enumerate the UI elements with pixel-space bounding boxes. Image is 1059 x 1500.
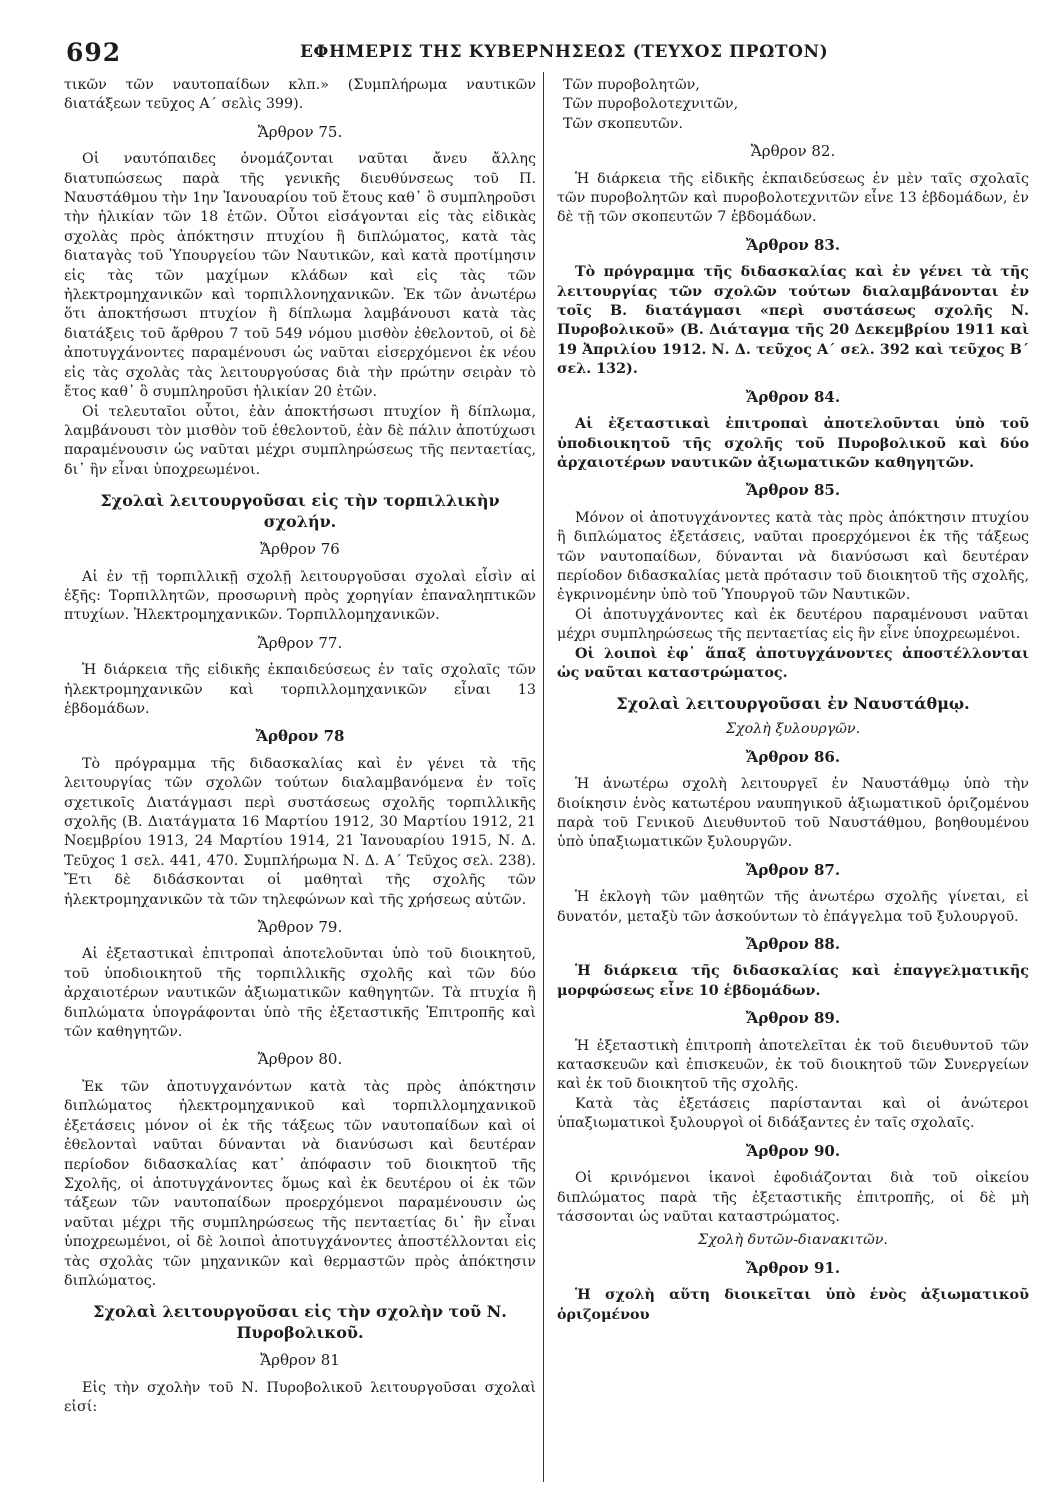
article-heading: Ἄρθρον 88. (745, 935, 841, 954)
article-heading: Ἄρθρον 79. (257, 918, 343, 937)
paragraph: τικῶν τῶν ναυτοπαίδων κλπ.» (Συμπλήρωμα ναυτικῶν διατάξεων τεῦχος Α΄ σελὶς 399). (64, 77, 536, 113)
paragraph: Ἡ διάρκεια τῆς διδασκαλίας καὶ ἐπαγγελματικῆς μορφώσεως εἶνε 10 ἑβδομάδων. (557, 963, 1029, 999)
section-heading: Σχολαὶ λειτουργοῦσαι εἰς τὴν σχολὴν τοῦ Ν. Πυροβολικοῦ. (93, 1302, 507, 1343)
paragraph: Ἡ ἀνωτέρω σχολὴ λειτουργεῖ ἐν Ναυστάθμῳ ὑπὸ τὴν διοίκησιν ἑνὸς κατωτέρου ναυπηγικοῦ ἀξιωματικοῦ ὁριζομένου παρὰ τοῦ Γενικοῦ Διευθυντοῦ τοῦ Ναυστάθμου, βοηθουμένου ὑπὸ ὑπαξιωματικῶν ξυλουργῶν. (557, 776, 1029, 851)
article-heading: Ἄρθρον 82. (750, 142, 836, 161)
running-head: ΕΦΗΜΕΡΙΣ ΤΗΣ ΚΥΒΕΡΝΗΣΕΩΣ (ΤΕΥΧΟΣ ΠΡΩΤΟΝ) (300, 42, 829, 62)
paragraph: Εἰς τὴν σχολὴν τοῦ Ν. Πυροβολικοῦ λειτουργοῦσαι σχολαὶ εἰσί: (64, 1379, 536, 1416)
list-item: Τῶν πυροβολοτεχνιτῶν, (563, 96, 739, 113)
paragraph: Μόνον οἱ ἀποτυγχάνοντες κατὰ τὰς πρὸς ἀπόκτησιν πτυχίου ἢ διπλώματος ἐξετάσεις, ναῦται προερχόμενοι ἐκ τῆς τάξεως τῶν ναυτοπαίδων, δύνανται νὰ διανύσωσι καὶ δευτέραν περίοδον διδασκαλίας μετὰ πρότασιν τοῦ διοικητοῦ τῆς σχολῆς, ἐγκρινομένην ὑπὸ τοῦ Ὑπουργοῦ τῶν Ναυτικῶν. (557, 509, 1029, 604)
article-heading: Ἄρθρον 84. (745, 387, 841, 406)
article-heading: Ἄρθρον 81 (260, 1351, 340, 1370)
paragraph: Οἱ ναυτόπαιδες ὀνομάζονται ναῦται ἄνευ ἄλλης διατυπώσεως παρὰ τῆς γενικῆς διευθύνσεως τοῦ Π. Ναυστάθμου τὴν 1ην Ἰανουαρίου τοῦ ἔτους καθ᾽ ὃ συμπληροῦσι τὴν ἡλικίαν τῶν 18 ἐτῶν. Οὗτοι εἰσάγονται εἰς τὰς εἰδικὰς σχολὰς πρὸς ἀπόκτησιν πτυχίου ἢ διπλώματος, κατὰ τὰς διαταγὰς τοῦ Ὑπουργείου τῶν Ναυτικῶν, καὶ κατὰ προτίμησιν εἰς τὰς τῶν μαχίμων κλάδων καὶ εἰς τὰς τῶν ἠλεκτρομηχανικῶν καὶ τορπιλλονηχανικῶν. Ἐκ τῶν ἀνωτέρω ὅτι ἀποκτήσωσι πτυχίον ἢ δίπλωμα λαμβάνουσι κατὰ τὰς διατάξεις τοῦ ἄρθρου 7 τοῦ 549 νόμου μισθὸν ἐθελοντοῦ, οἱ δὲ ἀποτυγχάνοντες παραμένουσι ὡς ναῦται εἰσερχόμενοι ἐκ νέου εἰς τὰς σχολὰς τὰς λειτουργούσας διὰ τὴν πρώτην σειρὰν τὸ ἔτος καθ᾽ ὃ συμπληροῦσι ἡλικίαν 20 ἐτῶν. (64, 151, 536, 401)
article-heading: Ἄρθρον 85. (745, 481, 841, 500)
article-heading: Ἄρθρον 87. (745, 860, 841, 879)
paragraph: Τὸ πρόγραμμα τῆς διδασκαλίας καὶ ἐν γένει τὰ τῆς λειτουργίας τῶν σχολῶν τούτων διαλαμβανόμενα ἐν τοῖς σχετικοῖς Διατάγμασι περὶ συστάσεως σχολῆς τορπιλλικῆς σχολῆς (Β. Διατάγματα 16 Μαρτίου 1912, 30 Μαρτίου 1912, 21 Νοεμβρίου 1913, 24 Μαρτίου 1914, 21 Ἰανουαρίου 1915, Ν. Δ. Τεῦχος 1 σελ. 441, 470. Συμπλήρωμα Ν. Δ. Α΄ Τεῦχος σελ. 238). Ἔτι δὲ διδάσκονται οἱ μαθηταὶ τῆς σχολῆς τῶν ἠλεκτρομηχανικῶν τὰ τῶν τηλεφώνων καὶ τῆς χρήσεως αὐτῶν. (64, 755, 536, 908)
paragraph: Αἱ ἐξεταστικαὶ ἐπιτροπαὶ ἀποτελοῦνται ὑπὸ τοῦ διοικητοῦ, τοῦ ὑποδιοικητοῦ τῆς τορπιλλικῆς σχολῆς καὶ τῶν δύο ἀρχαιοτέρων ναυτικῶν ἀξιωματικῶν καθηγητῶν. Τὰ πτυχία ἢ διπλώματα ὑπογράφονται ὑπὸ τῆς ἐξεταστικῆς Ἐπιτροπῆς καὶ τῶν καθηγητῶν. (64, 946, 536, 1041)
list-item: Τῶν πυροβολητῶν, (563, 77, 700, 93)
article-heading: Ἄρθρον 86. (745, 747, 841, 766)
paragraph: Οἱ λοιποὶ ἐφ᾽ ἅπαξ ἀποτυγχάνοντες ἀποστέλλονται ὡς ναῦται καταστρώματος. (557, 645, 1029, 681)
sub-heading: Σχολὴ ξυλουργῶν. (725, 721, 861, 738)
paragraph: Αἱ ἐν τῇ τορπιλλικῇ σχολῇ λειτουργοῦσαι σχολαὶ εἶσὶν αἱ ἑξῆς: Τορπιλλητῶν, προσωρινὴ πρὸς χορηγίαν ἐπαναληπτικῶν πτυχίων. Ἠλεκτρομηχανικῶν. Τορπιλλομηχανικῶν. (64, 568, 536, 624)
paragraph: Ἡ ἐκλογὴ τῶν μαθητῶν τῆς ἀνωτέρω σχολῆς γίνεται, εἰ δυνατόν, μεταξὺ τῶν ἀσκούντων τὸ ἐπάγγελμα τοῦ ξυλουργοῦ. (557, 889, 1029, 925)
paragraph: Αἱ ἐξεταστικαὶ ἐπιτροπαὶ ἀποτελοῦνται ὑπὸ τοῦ ὑποδιοικητοῦ τῆς σχολῆς τοῦ Πυροβολικοῦ καὶ δύο ἀρχαιοτέρων ναυτικῶν ἀξιωματικῶν καθηγητῶν. (557, 416, 1029, 471)
paragraph: Ἡ ἐξεταστικὴ ἐπιτροπὴ ἀποτελεῖται ἐκ τοῦ διευθυντοῦ τῶν κατασκευῶν καὶ ἐπισκευῶν, ἐκ τοῦ διοικητοῦ τῶν Συνεργείων καὶ ἐκ τοῦ διοικητοῦ τῆς σχολῆς. (557, 1037, 1029, 1093)
left-column (64, 76, 536, 1486)
section-heading: Σχολαὶ λειτουργοῦσαι ἐν Ναυστάθμῳ. (616, 694, 970, 714)
paragraph: Οἱ τελευταῖοι οὗτοι, ἐὰν ἀποκτήσωσι πτυχίον ἢ δίπλωμα, λαμβάνουσι τὸν μισθὸν τοῦ ἐθελοντοῦ, ἐὰν δὲ πάλιν ἀποτύχωσι παραμένουσιν ὡς ναῦται μέχρι συμπληρώσεως τῆς πενταετίας, δι᾽ ἣν εἶναι ὑποχρεωμένοι. (64, 403, 536, 478)
paragraph: Ἐκ τῶν ἀποτυγχανόντων κατὰ τὰς πρὸς ἀπόκτησιν διπλώματος ἠλεκτρομηχανικοῦ καὶ τορπιλλομηχανικοῦ ἐξετάσεις μόνον οἱ ἐκ τῆς τάξεως τῶν ναυτοπαίδων καὶ οἱ ἐθελονταὶ ναῦται δύνανται νὰ διανύσωσι καὶ δευτέραν περίοδον διδασκαλίας κατ᾽ ἀπόφασιν τοῦ διοικητοῦ τῆς Σχολῆς, οἱ ἀποτυγχάνοντες ὅμως καὶ ἐκ δευτέρου οἱ ἐκ τῶν τάξεων τῶν ναυτοπαίδων προερχόμενοι παραμένουσιν ὡς ναῦται μέχρι τῆς συμπληρώσεως τῆς πενταετίας δι᾽ ἣν εἶναι ὑποχρεωμένοι, οἱ δὲ λοιποὶ ἀποτυγχάνοντες ἀποστέλλονται εἰς τὰς σχολὰς τῶν μηχανικῶν καὶ θερμαστῶν πρὸς ἀπόκτησιν διπλώματος. (64, 1078, 536, 1289)
paragraph: Ἡ σχολὴ αὕτη διοικεῖται ὑπὸ ἑνὸς ἀξιωματικοῦ ὁριζομένου (557, 1287, 1029, 1323)
article-heading: Ἄρθρον 75. (257, 122, 343, 141)
article-heading: Ἄρθρον 91. (745, 1258, 841, 1277)
column-divider (543, 72, 544, 1482)
paragraph: Ἡ διάρκεια τῆς εἰδικῆς ἐκπαιδεύσεως ἐν ταῖς σχολαῖς τῶν ἠλεκτρομηχανικῶν καὶ τορπιλλομηχανικῶν εἶναι 13 ἑβδομάδων. (64, 662, 536, 717)
article-heading: Ἄρθρον 89. (745, 1009, 841, 1028)
article-heading: Ἄρθρον 90. (745, 1141, 841, 1160)
paragraph: Οἱ κρινόμενοι ἱκανοὶ ἐφοδιάζονται διὰ τοῦ οἰκείου διπλώματος παρὰ τῆς ἐξεταστικῆς ἐπιτροπῆς, οἱ δὲ μὴ τάσσονται ὡς ναῦται καταστρώματος. (557, 1170, 1029, 1225)
article-heading: Ἄρθρον 76 (260, 540, 340, 559)
right-column (557, 76, 1029, 1486)
paragraph: Κατὰ τὰς ἐξετάσεις παρίστανται καὶ οἱ ἀνώτεροι ὑπαξιωματικοὶ ξυλουργοὶ οἱ διδάξαντες ἐν ταῖς σχολαῖς. (557, 1095, 1029, 1132)
paragraph: Ἡ διάρκεια τῆς εἰδικῆς ἐκπαιδεύσεως ἐν μὲν ταῖς σχολαῖς τῶν πυροβολητῶν καὶ πυροβολοτεχνιτῶν εἶνε 13 ἑβδομάδων, ἐν δὲ τῇ τῶν σκοπευτῶν 7 ἑβδομάδων. (557, 170, 1029, 226)
article-heading: Ἄρθρον 80. (257, 1050, 343, 1069)
article-heading: Ἄρθρον 78 (255, 727, 345, 746)
sub-heading: Σχολὴ δυτῶν-διανακιτῶν. (698, 1232, 888, 1249)
paragraph: Οἱ ἀποτυγχάνοντες καὶ ἐκ δευτέρου παραμένουσι ναῦται μέχρι συμπληρώσεως τῆς πενταετίας εἰς ἣν εἶνε ὑποχρεωμένοι. (557, 606, 1029, 643)
section-heading: Σχολαὶ λειτουργοῦσαι εἰς τὴν τορπιλλικὴν σχολήν. (100, 491, 500, 532)
page-number: 692 (66, 38, 122, 67)
paragraph: Τὸ πρόγραμμα τῆς διδασκαλίας καὶ ἐν γένει τὰ τῆς λειτουργίας τῶν σχολῶν τούτων διαλαμβάνονται ἐν τοῖς Β. διατάγμασι «περὶ συστάσεως σχολῆς Ν. Πυροβολικοῦ» (Β. Διάταγμα τῆς 20 Δεκεμβρίου 1911 καὶ 19 Ἀπριλίου 1912. Ν. Δ. τεῦχος Α΄ σελ. 392 καὶ τεῦχος Β΄ σελ. 132). (557, 264, 1029, 378)
list-item: Τῶν σκοπευτῶν. (563, 115, 684, 132)
article-heading: Ἄρθρον 83. (745, 235, 841, 254)
article-heading: Ἄρθρον 77. (257, 633, 343, 652)
